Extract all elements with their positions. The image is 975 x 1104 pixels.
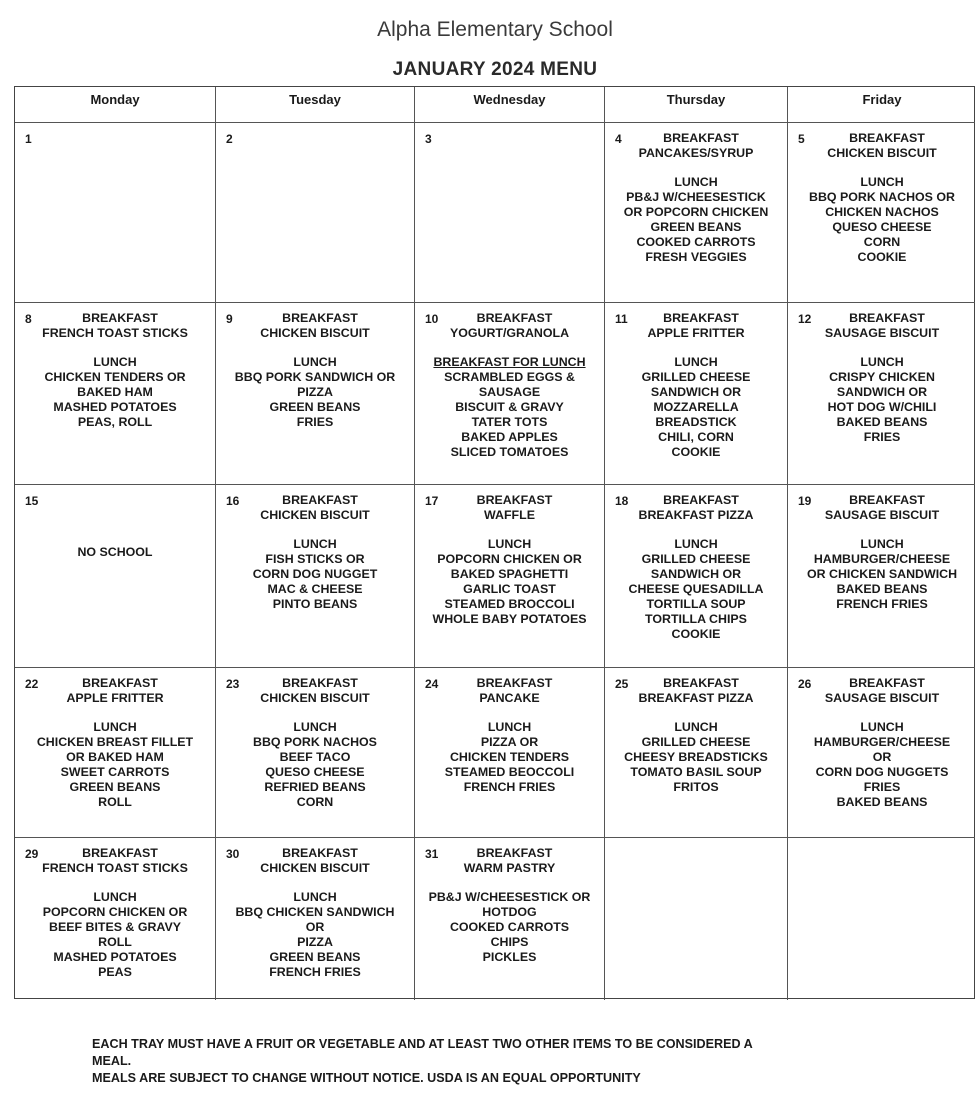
day-cell (415, 123, 605, 303)
menu-item: LUNCH (860, 355, 904, 369)
day-cell (15, 123, 216, 303)
breakfast-label: BREAKFAST (849, 676, 925, 690)
school-name: Alpha Elementary School (377, 18, 613, 41)
menu-item: CHICKEN TENDERS OR (44, 370, 186, 384)
day-cell (415, 485, 605, 668)
day-number: 22 (25, 677, 39, 691)
day-number: 17 (425, 494, 439, 508)
day-number: 24 (425, 677, 439, 691)
menu-item: TORTILLA CHIPS (645, 612, 747, 626)
day-number: 30 (226, 847, 240, 861)
menu-item: FRENCH FRIES (463, 780, 556, 794)
day-cell (216, 485, 415, 668)
day-cell (216, 123, 415, 303)
menu-item: CHICKEN TENDERS (449, 750, 570, 764)
spacer (421, 706, 598, 720)
breakfast-label: BREAKFAST (282, 846, 358, 860)
menu-item: MAC & CHEESE (267, 582, 363, 596)
menu-item: COOKED CARROTS (636, 235, 756, 249)
day-cell (15, 838, 216, 1000)
menu-item: PINTO BEANS (272, 597, 358, 611)
menu-item: TATER TOTS (471, 415, 548, 429)
spacer (794, 341, 970, 355)
day-number: 3 (425, 132, 432, 146)
day-cell (605, 123, 788, 303)
menu-item: FRIES (863, 780, 901, 794)
menu-item: CHICKEN BISCUIT (827, 146, 937, 160)
menu-item: LUNCH (293, 890, 337, 904)
menu-item: FRIES (296, 415, 334, 429)
day-cell (788, 668, 975, 838)
day-header-tuesday: Tuesday (216, 87, 415, 123)
spacer (611, 161, 781, 175)
menu-item: GRILLED CHEESE (641, 735, 751, 749)
menu-item: SLICED TOMATOES (450, 445, 569, 459)
day-number: 26 (798, 677, 812, 691)
menu-item: SANDWICH OR (650, 385, 742, 399)
day-header-monday: Monday (15, 87, 216, 123)
menu-item: FRITOS (673, 780, 719, 794)
day-header-friday: Friday (788, 87, 975, 123)
menu-item: BAKED BEANS (836, 582, 928, 596)
menu-item: CHICKEN BREAST FILLET (36, 735, 194, 749)
menu-item: BBQ CHICKEN SANDWICH (235, 905, 395, 919)
spacer (794, 161, 970, 175)
menu-item: GREEN BEANS (69, 780, 161, 794)
day-cell (788, 123, 975, 303)
day-number: 29 (25, 847, 39, 861)
menu-item: MASHED POTATOES (53, 400, 177, 414)
menu-item: MASHED POTATOES (53, 950, 177, 964)
day-cell (15, 485, 216, 668)
menu-item: POPCORN CHICKEN OR (437, 552, 582, 566)
menu-item: STEAMED BROCCOLI (444, 597, 575, 611)
menu-item: TORTILLA SOUP (646, 597, 746, 611)
menu-item: COOKIE (671, 445, 721, 459)
day-number: 8 (25, 312, 32, 326)
spacer (222, 523, 408, 537)
menu-item: LUNCH (674, 720, 718, 734)
menu-item: FRENCH FRIES (836, 597, 928, 611)
menu-item: HOT DOG W/CHILI (827, 400, 937, 414)
menu-item: CORN DOG NUGGETS (815, 765, 949, 779)
menu-item: CRISPY CHICKEN (829, 370, 935, 384)
menu-item: FRENCH FRIES (269, 965, 361, 979)
day-number: 12 (798, 312, 812, 326)
menu-item: CHILI, CORN (658, 430, 734, 444)
breakfast-label: BREAKFAST (849, 311, 925, 325)
footer-notice (92, 1036, 912, 1087)
menu-item: TOMATO BASIL SOUP (630, 765, 762, 779)
menu-item: PIZZA (297, 935, 333, 949)
breakfast-label: BREAKFAST (476, 493, 553, 507)
menu-item: SCRAMBLED EGGS & (444, 370, 575, 384)
menu-item: LUNCH (93, 355, 137, 369)
menu-item: SAUSAGE (478, 385, 541, 399)
menu-item: BISCUIT & GRAVY (455, 400, 564, 414)
breakfast-label: BREAKFAST (663, 676, 739, 690)
menu-item: POPCORN CHICKEN OR (42, 905, 188, 919)
menu-item: OR (305, 920, 325, 934)
menu-item: BREADSTICK (655, 415, 737, 429)
menu-item: PEAS (98, 965, 132, 979)
menu-item: PIZZA OR (480, 735, 539, 749)
menu-item: COOKIE (671, 627, 721, 641)
menu-item: ROLL (98, 795, 132, 809)
spacer (21, 341, 209, 355)
menu-item: HAMBURGER/CHEESE (813, 735, 951, 749)
menu-item: FISH STICKS OR (265, 552, 365, 566)
no-school-note: NO SCHOOL (77, 545, 153, 559)
menu-item: LUNCH (487, 720, 532, 734)
day-cell (788, 838, 975, 1000)
menu-item: LUNCH (674, 355, 718, 369)
footer-line-3: MEALS ARE SUBJECT TO CHANGE WITHOUT NOTICE. USDA IS AN EQUAL OPPORTUNITY (92, 1071, 641, 1085)
menu-item: CHICKEN BISCUIT (260, 508, 370, 522)
menu-item: WHOLE BABY POTATOES (432, 612, 587, 626)
menu-item: FRESH VEGGIES (645, 250, 747, 264)
menu-item: CORN (863, 235, 901, 249)
day-number: 16 (226, 494, 240, 508)
menu-item: GRILLED CHEESE (641, 552, 751, 566)
day-number: 25 (615, 677, 629, 691)
menu-item: APPLE FRITTER (647, 326, 745, 340)
day-cell (415, 668, 605, 838)
menu-item: LUNCH (293, 537, 337, 551)
menu-item: PICKLES (482, 950, 537, 964)
day-cell (605, 303, 788, 485)
menu-item: LUNCH (93, 720, 137, 734)
breakfast-label: BREAKFAST (476, 676, 553, 690)
day-number: 5 (798, 132, 805, 146)
menu-item: CHIPS (490, 935, 529, 949)
day-cell (788, 485, 975, 668)
menu-item: COOKED CARROTS (449, 920, 570, 934)
menu-calendar (14, 86, 975, 999)
spacer (421, 341, 598, 355)
day-cell (216, 668, 415, 838)
menu-item: LUNCH (293, 720, 337, 734)
menu-item: BAKED BEANS (836, 415, 928, 429)
day-number: 15 (25, 494, 39, 508)
footer-line-2: MEAL. (92, 1054, 132, 1068)
breakfast-label: BREAKFAST (849, 493, 925, 507)
menu-item: LUNCH (860, 720, 904, 734)
menu-item: BREAKFAST PIZZA (638, 508, 754, 522)
menu-item: PB&J W/CHEESESTICK OR (428, 890, 591, 904)
breakfast-label: BREAKFAST (82, 846, 158, 860)
spacer (421, 876, 598, 890)
menu-item: BEEF TACO (279, 750, 351, 764)
menu-item: BBQ PORK SANDWICH OR (234, 370, 396, 384)
menu-item: LUNCH (860, 175, 904, 189)
day-header-wednesday: Wednesday (415, 87, 605, 123)
menu-item: OR (872, 750, 892, 764)
menu-item: BAKED SPAGHETTI (450, 567, 569, 581)
breakfast-label: BREAKFAST (82, 311, 158, 325)
day-number: 11 (615, 312, 628, 326)
day-number: 2 (226, 132, 233, 146)
menu-item: WAFFLE (484, 508, 535, 522)
menu-item: CHICKEN NACHOS (825, 205, 939, 219)
day-cell (788, 303, 975, 485)
menu-item: BAKED HAM (77, 385, 153, 399)
spacer (421, 523, 598, 537)
menu-item: OR CHICKEN SANDWICH (806, 567, 958, 581)
menu-item: BBQ PORK NACHOS (253, 735, 377, 749)
menu-item: CHEESE QUESADILLA (628, 582, 764, 596)
spacer (21, 876, 209, 890)
day-number: 19 (798, 494, 812, 508)
day-number: 10 (425, 312, 439, 326)
menu-item: FRENCH TOAST STICKS (42, 861, 188, 875)
spacer (222, 341, 408, 355)
day-cell (15, 303, 216, 485)
menu-item: BEEF BITES & GRAVY (49, 920, 181, 934)
day-cell (415, 838, 605, 1000)
menu-item: SAUSAGE BISCUIT (824, 691, 940, 705)
menu-item: APPLE FRITTER (66, 691, 164, 705)
breakfast-label: BREAKFAST (476, 846, 553, 860)
day-cell (605, 838, 788, 1000)
menu-item: LUNCH (860, 537, 904, 551)
menu-item: LUNCH (674, 175, 718, 189)
menu-item: SWEET CARROTS (60, 765, 170, 779)
menu-item: GARLIC TOAST (463, 582, 556, 596)
day-cell (605, 668, 788, 838)
menu-item: PEAS, ROLL (77, 415, 153, 429)
spacer (222, 706, 408, 720)
spacer (222, 876, 408, 890)
menu-item: YOGURT/GRANOLA (449, 326, 570, 340)
day-header-thursday: Thursday (605, 87, 788, 123)
menu-item: OR POPCORN CHICKEN (623, 205, 769, 219)
menu-item: FRIES (863, 430, 901, 444)
day-number: 9 (226, 312, 233, 326)
menu-item: PANCAKE (479, 691, 540, 705)
menu-item: GREEN BEANS (269, 950, 361, 964)
spacer (794, 706, 970, 720)
menu-item: GRILLED CHEESE (641, 370, 751, 384)
spacer (611, 341, 781, 355)
menu-item: BREAKFAST PIZZA (638, 691, 754, 705)
menu-item: PIZZA (297, 385, 333, 399)
spacer (21, 706, 209, 720)
day-cell (216, 838, 415, 1000)
breakfast-label: BREAKFAST (82, 676, 158, 690)
day-cell (605, 485, 788, 668)
menu-item: LUNCH (674, 537, 718, 551)
menu-item: QUESO CHEESE (265, 765, 365, 779)
day-number: 1 (25, 132, 32, 146)
menu-item: MOZZARELLA (653, 400, 739, 414)
menu-item: PANCAKES/SYRUP (638, 146, 754, 160)
menu-item: REFRIED BEANS (264, 780, 366, 794)
menu-item: CHICKEN BISCUIT (260, 691, 370, 705)
menu-item: OR BAKED HAM (66, 750, 164, 764)
breakfast-label: BREAKFAST (663, 493, 739, 507)
menu-item: SAUSAGE BISCUIT (824, 508, 940, 522)
menu-item: CORN DOG NUGGET (252, 567, 378, 581)
breakfast-label: BREAKFAST (282, 311, 358, 325)
day-cell (415, 303, 605, 485)
menu-item: CHEESY BREADSTICKS (624, 750, 768, 764)
menu-item: BREAKFAST FOR LUNCH (433, 355, 586, 369)
menu-item: LUNCH (93, 890, 137, 904)
day-number: 4 (615, 132, 622, 146)
menu-item: BAKED APPLES (461, 430, 558, 444)
menu-item: CHICKEN BISCUIT (260, 326, 370, 340)
menu-item: LUNCH (487, 537, 532, 551)
day-cell (15, 668, 216, 838)
footer-line-1: EACH TRAY MUST HAVE A FRUIT OR VEGETABLE AND AT LEAST TWO OTHER ITEMS TO BE CONSIDERED A (92, 1037, 753, 1051)
menu-item: LUNCH (293, 355, 337, 369)
menu-item: GREEN BEANS (650, 220, 742, 234)
menu-item: SANDWICH OR (836, 385, 928, 399)
menu-item: COOKIE (857, 250, 907, 264)
menu-item: ROLL (98, 935, 132, 949)
menu-item: FRENCH TOAST STICKS (42, 326, 188, 340)
menu-item: CORN (296, 795, 334, 809)
menu-item: BAKED BEANS (836, 795, 928, 809)
menu-title: JANUARY 2024 MENU (392, 59, 598, 80)
menu-item: HOTDOG (482, 905, 537, 919)
menu-item: PB&J W/CHEESESTICK (626, 190, 766, 204)
menu-item: SANDWICH OR (650, 567, 742, 581)
spacer (794, 523, 970, 537)
day-number: 31 (425, 847, 439, 861)
breakfast-label: BREAKFAST (849, 131, 925, 145)
spacer (611, 523, 781, 537)
spacer (611, 706, 781, 720)
breakfast-label: BREAKFAST (282, 676, 358, 690)
day-number: 18 (615, 494, 629, 508)
menu-item: STEAMED BEOCCOLI (444, 765, 575, 779)
day-number: 23 (226, 677, 240, 691)
menu-item: GREEN BEANS (269, 400, 361, 414)
breakfast-label: BREAKFAST (476, 311, 553, 325)
menu-item: WARM PASTRY (463, 861, 556, 875)
breakfast-label: BREAKFAST (663, 131, 739, 145)
menu-item: CHICKEN BISCUIT (260, 861, 370, 875)
menu-item: SAUSAGE BISCUIT (824, 326, 940, 340)
menu-item: BBQ PORK NACHOS OR (809, 190, 955, 204)
day-cell (216, 303, 415, 485)
breakfast-label: BREAKFAST (663, 311, 739, 325)
breakfast-label: BREAKFAST (282, 493, 358, 507)
menu-item: QUESO CHEESE (832, 220, 932, 234)
menu-item: HAMBURGER/CHEESE (813, 552, 951, 566)
